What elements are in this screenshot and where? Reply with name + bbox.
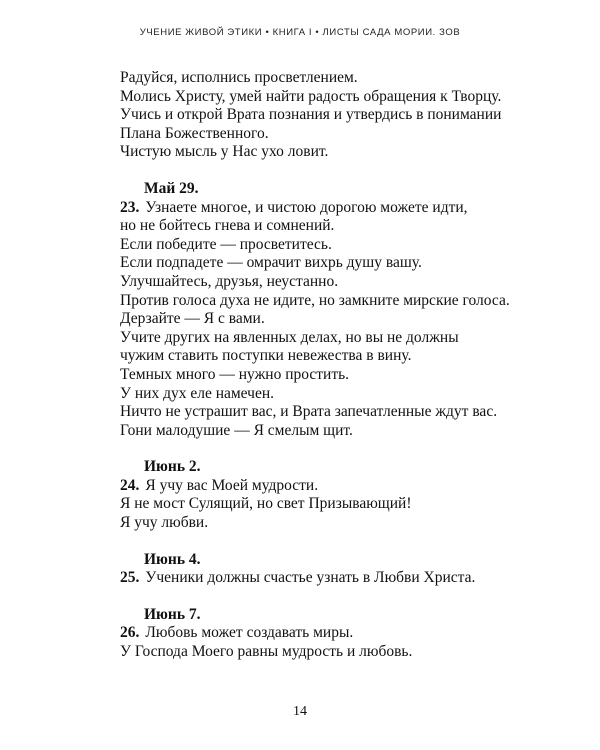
entry-first-line <box>120 624 560 643</box>
entry-text: Узнаете многое, и чистою дорогою можете идти, <box>145 198 468 216</box>
entry-line: Если подпадете — омрачит вихрь душу вашу. <box>120 254 422 272</box>
entry-line: Я не мост Сулящий, но свет Призывающий! <box>120 495 412 513</box>
entry-text: Я учу вас Моей мудрости. <box>145 476 319 494</box>
intro-line: Молись Христу, умей найти радость обращения к Творцу. <box>120 87 502 105</box>
intro-line: Радуйся, исполнись просветлением. <box>120 69 358 86</box>
entry-text: Ученики должны счастье узнать в Любви Христа. <box>145 569 476 587</box>
entry-first-line <box>120 569 560 588</box>
entry-date: Июнь 4. <box>144 550 201 568</box>
entry-date: Июнь 7. <box>144 605 201 623</box>
intro-line: Учись и открой Врата познания и утвердись в понимании <box>120 106 502 124</box>
intro-line: Чистую мысль у Нас ухо ловит. <box>120 143 329 161</box>
entry-line: Если победите — просветитесь. <box>120 235 332 253</box>
intro-paragraph <box>120 69 560 162</box>
entry-line: Ничто не устрашит вас, и Врата запечатленные ждут вас. <box>120 403 498 421</box>
entry-first-line <box>120 199 560 218</box>
page-number: 14 <box>293 704 307 719</box>
entry-line: Дерзайте — Я с вами. <box>120 310 265 328</box>
intro-line: Плана Божественного. <box>120 124 269 142</box>
entry-line: Против голоса духа не идите, но замкните мирские голоса. <box>120 291 510 309</box>
running-header: УЧЕНИЕ ЖИВОЙ ЭТИКИ • КНИГА I • ЛИСТЫ САДА МОРИИ. ЗОВ <box>139 27 461 38</box>
entry-first-line <box>120 477 560 496</box>
entry-number: 23. <box>120 198 140 216</box>
entry-line: У Господа Моего равны мудрость и любовь. <box>120 643 413 661</box>
entry-line: Гони малодушие — Я смелым щит. <box>120 421 353 439</box>
entry-line: Учите других на явленных делах, но вы не должны <box>120 328 459 346</box>
entry-date: Июнь 2. <box>144 458 201 476</box>
entry-june-2 <box>120 458 560 532</box>
entry-line: Улучшайтесь, друзья, неустанно. <box>120 272 339 290</box>
entry-date: Май 29. <box>144 179 199 197</box>
entry-line: чужим ставить поступки невежества в вину. <box>120 347 412 365</box>
entry-line: У них дух еле намечен. <box>120 384 275 402</box>
entry-line: но не бойтесь гнева и сомнений. <box>120 217 335 235</box>
entry-line: Я учу любви. <box>120 514 209 532</box>
entry-number: 24. <box>120 476 140 494</box>
entry-june-4 <box>120 551 560 588</box>
entry-number: 25. <box>120 569 140 587</box>
entry-text: Любовь может создавать миры. <box>145 624 354 642</box>
entry-may-29 <box>120 180 560 440</box>
entry-june-7 <box>120 606 560 662</box>
entry-line: Темных много — нужно простить. <box>120 365 350 383</box>
entry-number: 26. <box>120 624 140 642</box>
page-body <box>120 69 560 662</box>
